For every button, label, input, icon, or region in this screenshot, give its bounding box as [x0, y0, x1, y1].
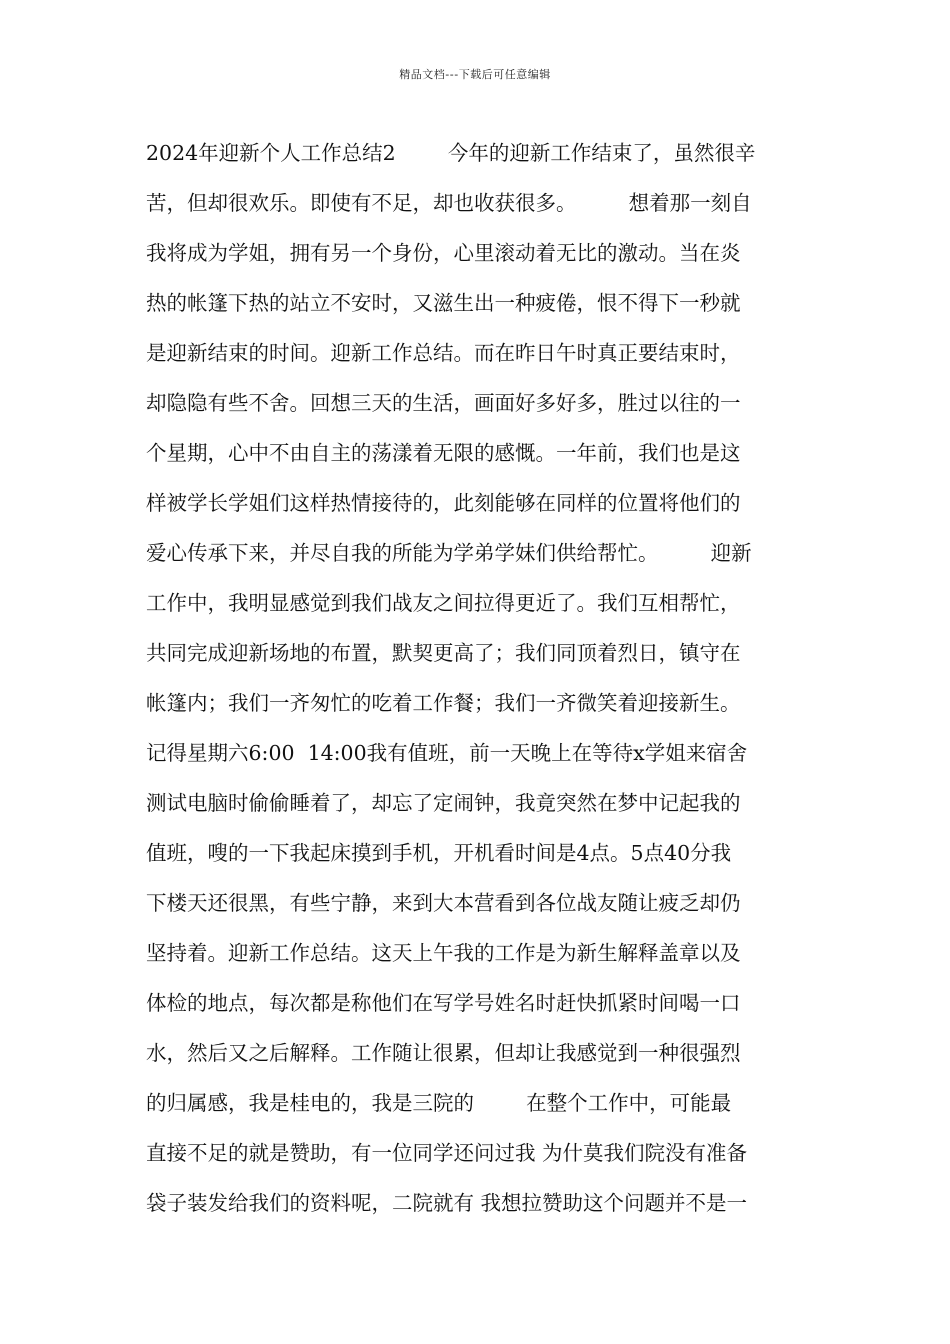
- text-line: 记得星期六6:00 14:00我有值班，前一天晚上在等待x学姐来宿舍: [146, 741, 748, 765]
- text-line: 坚持着。迎新工作总结。这天上午我的工作是为新生解释盖章以及: [146, 941, 741, 965]
- text-line: 共同完成迎新场地的布置，默契更高了；我们同顶着烈日，镇守在: [146, 641, 741, 665]
- text-line: 我将成为学姐，拥有另一个身份，心里滚动着无比的激动。当在炎: [146, 241, 741, 265]
- text-line: 下楼天还很黑，有些宁静，来到大本营看到各位战友随让疲乏却仍: [146, 891, 741, 915]
- text-line: 个星期，心中不由自主的荡漾着无限的感慨。一年前，我们也是这: [146, 441, 741, 465]
- text-line: 水，然后又之后解释。工作随让很累，但却让我感觉到一种很强烈: [146, 1041, 741, 1065]
- text-line: 2024年迎新个人工作总结2 今年的迎新工作结束了，虽然很辛: [146, 141, 756, 165]
- page-header: 精品文档---下载后可任意编辑: [399, 68, 551, 81]
- text-line: 体检的地点，每次都是称他们在写学号姓名时赶快抓紧时间喝一口: [146, 991, 741, 1015]
- text-line: 的归属感，我是桂电的，我是三院的 在整个工作中，可能最: [146, 1091, 732, 1115]
- text-line: 热的帐篷下热的站立不安时，又滋生出一种疲倦，恨不得下一秒就: [146, 291, 741, 315]
- text-line: 苦，但却很欢乐。即使有不足，却也收获很多。 想着那一刻自: [146, 191, 752, 215]
- text-line: 样被学长学姐们这样热情接待的，此刻能够在同样的位置将他们的: [146, 491, 741, 515]
- text-line: 是迎新结束的时间。迎新工作总结。而在昨日午时真正要结束时，: [146, 341, 741, 365]
- text-line: 值班，嗖的一下我起床摸到手机，开机看时间是4点。5点40分我: [146, 841, 732, 865]
- text-line: 直接不足的就是赞助，有一位同学还问过我 为什莫我们院没有准备: [146, 1141, 748, 1165]
- text-line: 爱心传承下来，并尽自我的所能为学弟学妹们供给帮忙。 迎新: [146, 541, 752, 565]
- text-line: 袋子装发给我们的资料呢，二院就有 我想拉赞助这个问题并不是一: [146, 1191, 748, 1215]
- text-line: 却隐隐有些不舍。回想三天的生活，画面好多好多，胜过以往的一: [146, 391, 741, 415]
- text-line: 测试电脑时偷偷睡着了，却忘了定闹钟，我竟突然在梦中记起我的: [146, 791, 741, 815]
- text-line: 工作中，我明显感觉到我们战友之间拉得更近了。我们互相帮忙，: [146, 591, 741, 615]
- text-line: 帐篷内；我们一齐匆忙的吃着工作餐；我们一齐微笑着迎接新生。: [146, 691, 741, 715]
